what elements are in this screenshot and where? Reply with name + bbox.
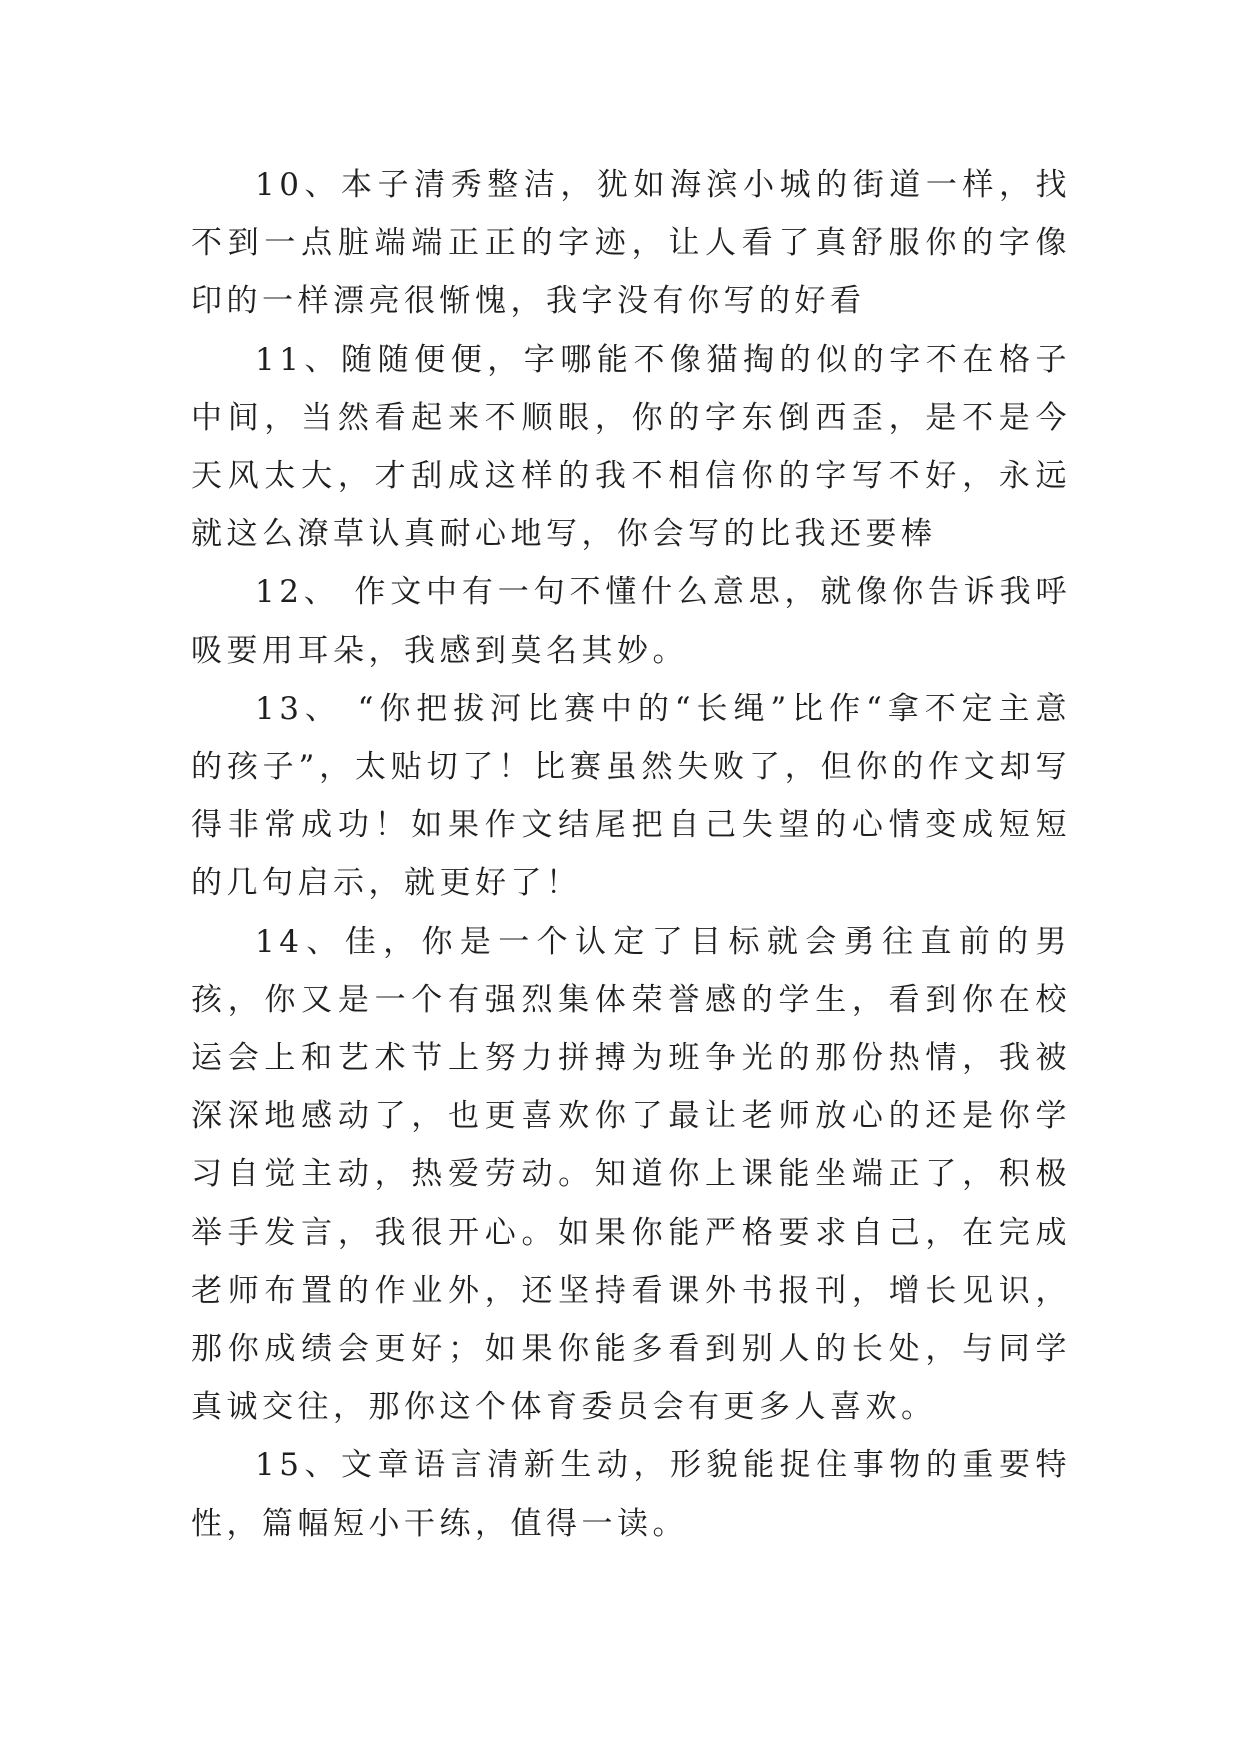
document-body <box>191 156 1071 1553</box>
paragraph-11: 11、随随便便，字哪能不像猫掏的似的字不在格子中间，当然看起来不顺眼，你的字东倒西歪，是不是今天风太大，才刮成这样的我不相信你的字写不好，永远就这么潦草认真耐心地写，你会写的比我还要棒 <box>191 341 1071 553</box>
paragraph-12: 12、 作文中有一句不懂什么意思，就像你告诉我呼吸要用耳朵，我感到莫名其妙。 <box>191 574 1071 669</box>
paragraph-15: 15、文章语言清新生动，形貌能捉住事物的重要特性，篇幅短小干练，值得一读。 <box>191 1447 1071 1542</box>
paragraph-10: 10、本子清秀整洁，犹如海滨小城的街道一样，找不到一点脏端端正正的字迹，让人看了真舒服你的字像印的一样漂亮很惭愧，我字没有你写的好看 <box>191 167 1071 320</box>
paragraph-13: 13、 “你把拔河比赛中的“长绳”比作“拿不定主意的孩子”，太贴切了！比赛虽然失败了，但你的作文却写得非常成功！如果作文结尾把自己失望的心情变成短短的几句启示，就更好了！ <box>191 690 1071 902</box>
paragraph-14: 14、佳，你是一个认定了目标就会勇往直前的男孩，你又是一个有强烈集体荣誉感的学生，看到你在校运会上和艺术节上努力拼搏为班争光的那份热情，我被深深地感动了，也更喜欢你了最让老师放心的还是你学习自觉主动，热爱劳动。知道你上课能坐端正了，积极举手发言，我很开心。如果你能严格要求自己，在完成老师布置的作业外，还坚持看课外书报刊，增长见识，那你成绩会更好；如果你能多看到别人的长处，与同学真诚交往，那你这个体育委员会有更多人喜欢。 <box>191 923 1071 1426</box>
